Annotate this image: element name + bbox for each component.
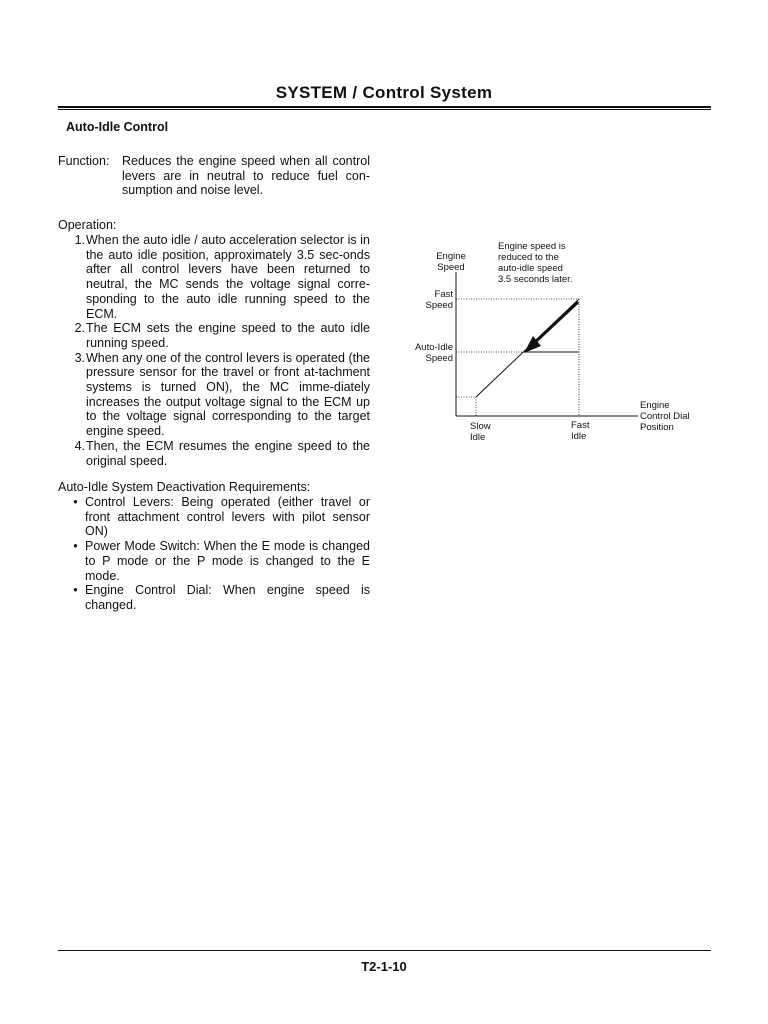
y-tick-auto-idle-speed: Auto-Idle [414,342,453,353]
y-axis-label-line: Engine [436,251,466,262]
step-number: 3. [74,350,85,365]
section-title: Auto-Idle Control [66,120,169,134]
x-axis-label-line: Control Dial [640,411,690,422]
header-rule-thin [58,109,711,110]
annotation-line: reduced to the [498,252,559,263]
deactivation-item [58,583,370,612]
operation-title: Operation: [58,218,117,232]
operation-step [58,351,370,439]
page-number: T2-1-10 [361,959,407,974]
x-axis-label-line: Position [640,422,674,433]
deactivation-text: Engine Control Dial: When engine speed is changed. [85,583,370,612]
step-text: The ECM sets the engine speed to the auto idle running speed. [86,321,370,350]
x-axis-label-line: Engine [640,400,670,411]
deactivation-item [58,495,370,539]
annotation-line: 3.5 seconds later. [498,274,573,285]
deactivation-item [58,539,370,583]
x-tick-fast-idle: Fast [571,420,590,431]
step-number: 4. [74,438,85,453]
bullet-icon: • [73,539,78,554]
annotation-line: Engine speed is [498,241,566,252]
header-rule-thick [58,106,711,108]
reduction-arrow-shaft [533,302,578,344]
x-tick-fast-idle: Idle [571,431,587,442]
y-tick-auto-idle-speed: Speed [425,353,453,364]
y-tick-fast-speed: Fast [434,289,453,300]
step-text: Then, the ECM resumes the engine speed to the original speed. [86,438,370,468]
footer-rule [58,950,711,951]
x-tick-slow-idle: Idle [470,432,486,443]
step-number: 1. [74,233,85,247]
deactivation-text: Control Levers: Being operated (either travel or front attachment control levers with pilot sensor ON) [85,495,370,539]
operation-step [58,439,370,468]
operation-list [58,233,370,468]
operation-step [58,321,370,350]
page-header-title: SYSTEM / Control System [275,83,493,102]
y-axis-label-line: Speed [437,262,465,273]
step-text: When any one of the control levers is operated (the pressure sensor for the travel or front at-tachment systems is turned ON), the MC imme-diately increases the output voltage signal to the ECM up to the voltage signal corresponding to the target engine speed. [86,350,370,439]
operation-step [58,233,370,321]
function-description: Reduces the engine speed when all control levers are in neutral to reduce fuel con-sumption and noise level. [122,154,370,198]
function-label: Function: [58,154,110,168]
y-tick-fast-speed: Speed [425,300,453,311]
deactivation-text: Power Mode Switch: When the E mode is changed to P mode or the P mode is changed to the E mode. [85,539,370,583]
deactivation-title: Auto-Idle System Deactivation Requirements: [58,480,311,494]
bullet-icon: • [73,495,78,509]
x-tick-slow-idle: Slow [470,421,491,432]
deactivation-list [58,495,370,613]
auto-idle-diagram [400,232,710,452]
step-number: 2. [74,321,85,336]
step-text: When the auto idle / auto acceleration selector is in the auto idle position, approximately 3.5 sec-onds after all control levers have been returned to neutral, the MC sends the voltage signal corre-sponding to the auto idle running speed to the ECM. [86,233,370,321]
bullet-icon: • [73,583,78,598]
annotation-line: auto-idle speed [498,263,563,274]
